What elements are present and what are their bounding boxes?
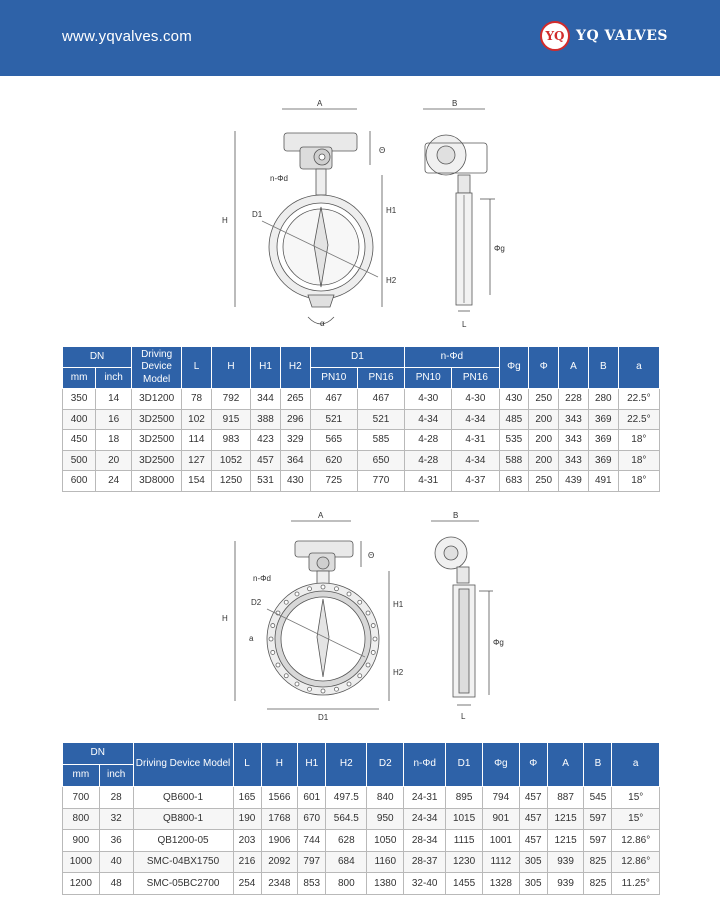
table-cell: 1250 [211, 471, 250, 492]
valve-drawing-1 [200, 95, 530, 335]
table-cell: 500 [63, 450, 96, 471]
col-d2-2: D2 [367, 743, 404, 787]
dim-h-label-2: H [222, 614, 228, 623]
table-row [63, 409, 660, 430]
table-cell: 228 [559, 389, 589, 410]
table-cell: 24-31 [404, 787, 446, 809]
page-header [0, 0, 720, 76]
table-cell: 4-37 [452, 471, 499, 492]
table-cell: 12.86° [612, 851, 660, 873]
table-cell: 800 [326, 873, 367, 895]
table-row [63, 787, 660, 809]
table-cell: 457 [519, 830, 547, 852]
dim-h2-label-2: H2 [393, 668, 404, 677]
dim-b-label: B [452, 99, 458, 108]
bolt-hole [295, 682, 299, 686]
table-cell: 2348 [261, 873, 298, 895]
table-row [63, 450, 660, 471]
table-cell: 423 [251, 430, 281, 451]
col-model: Driving Device Model [132, 347, 182, 389]
dim-h-label: H [222, 216, 228, 225]
table-cell: 725 [310, 471, 357, 492]
table-cell: 2092 [261, 851, 298, 873]
table-cell: 11.25° [612, 873, 660, 895]
col-b: B [588, 347, 618, 389]
col-a: A [559, 347, 589, 389]
bolt-hole [334, 587, 338, 591]
bolt-hole [371, 624, 375, 628]
col-inch-2: inch [99, 765, 133, 787]
table-cell: 18° [618, 471, 659, 492]
table-cell: 4-28 [405, 430, 452, 451]
table-cell: 825 [584, 873, 612, 895]
table-cell: 915 [211, 409, 250, 430]
table-cell: 900 [63, 830, 100, 852]
table-cell: 1015 [446, 808, 483, 830]
table-cell: 32-40 [404, 873, 446, 895]
bolt-hole [347, 682, 351, 686]
col-h: H [211, 347, 250, 389]
table-cell: 939 [547, 873, 584, 895]
table-cell: 24-34 [404, 808, 446, 830]
col-d1: D1 [310, 347, 404, 368]
table-cell: 744 [298, 830, 326, 852]
table-cell: 700 [63, 787, 100, 809]
table-cell: 797 [298, 851, 326, 873]
col-l-2: L [233, 743, 261, 787]
table-cell: 18° [618, 430, 659, 451]
table-cell: 4-30 [452, 389, 499, 410]
table-cell: 457 [519, 787, 547, 809]
table-cell: 369 [588, 430, 618, 451]
col-nphid-2: n-Φd [404, 743, 446, 787]
table-cell: 531 [251, 471, 281, 492]
table-cell: 388 [251, 409, 281, 430]
table-cell: 1215 [547, 808, 584, 830]
table-cell: 4-34 [405, 409, 452, 430]
bolt-hole [271, 624, 275, 628]
col-mm: mm [63, 368, 96, 389]
col-h1-2: H1 [298, 743, 326, 787]
table-cell: 794 [482, 787, 519, 809]
table-cell: 597 [584, 808, 612, 830]
table-cell: 254 [233, 873, 261, 895]
angle-label: α [320, 319, 325, 328]
table-cell: 439 [559, 471, 589, 492]
table-row [63, 851, 660, 873]
table-cell: 770 [357, 471, 404, 492]
table-cell: 343 [559, 430, 589, 451]
table-cell: 15° [612, 808, 660, 830]
valve-drawing-1-svg [200, 95, 530, 335]
table-row [63, 808, 660, 830]
table-cell: 800 [63, 808, 100, 830]
table-cell: QB600-1 [133, 787, 233, 809]
table-cell: 329 [280, 430, 310, 451]
table-cell: 343 [559, 450, 589, 471]
table-cell: 1768 [261, 808, 298, 830]
table-cell: 1328 [482, 873, 519, 895]
dim-b-label-2: B [453, 511, 459, 520]
table-cell: 3D8000 [132, 471, 182, 492]
table-cell: 4-34 [452, 450, 499, 471]
bolt-hole [269, 637, 273, 641]
table-cell: 950 [367, 808, 404, 830]
table-cell: 840 [367, 787, 404, 809]
table-cell: 102 [182, 409, 212, 430]
table-cell: SMC-05BC2700 [133, 873, 233, 895]
table-cell: 450 [63, 430, 96, 451]
table-cell: 1115 [446, 830, 483, 852]
table-row [63, 873, 660, 895]
col-b-2: B [584, 743, 612, 787]
col-phi-2: Φ [519, 743, 547, 787]
table-cell: 521 [310, 409, 357, 430]
table-cell: 887 [547, 787, 584, 809]
table-cell: 200 [529, 450, 559, 471]
table-cell: 28 [99, 787, 133, 809]
col-d1-pn10: PN10 [310, 368, 357, 389]
table-cell: 250 [529, 389, 559, 410]
table-cell: 28-34 [404, 830, 446, 852]
table-cell: 565 [310, 430, 357, 451]
table-cell: 901 [482, 808, 519, 830]
table-cell: 343 [559, 409, 589, 430]
col-dn-2: DN [63, 743, 134, 765]
bolt-hole [321, 689, 325, 693]
table-cell: 597 [584, 830, 612, 852]
table-cell: 1906 [261, 830, 298, 852]
col-phi: Φ [529, 347, 559, 389]
table-cell: 344 [251, 389, 281, 410]
table-cell: 3D2500 [132, 450, 182, 471]
dim-phig-label-2: Φg [493, 638, 504, 647]
table-cell: 200 [529, 430, 559, 451]
table-cell: 22.5° [618, 389, 659, 410]
table-cell: 369 [588, 450, 618, 471]
table-cell: 1000 [63, 851, 100, 873]
bolt-holes-label: n-Φd [270, 174, 288, 183]
yq-logo-icon: YQ [540, 21, 570, 51]
table-cell: 265 [280, 389, 310, 410]
bolt-hole [284, 674, 288, 678]
table-cell: 32 [99, 808, 133, 830]
table-cell: 588 [499, 450, 529, 471]
bolt-hole [358, 600, 362, 604]
dim-a-label: A [317, 99, 323, 108]
brand [540, 21, 668, 51]
table-cell: 600 [63, 471, 96, 492]
bolt-hole [373, 637, 377, 641]
table-cell: 4-31 [405, 471, 452, 492]
dim-h1-label-2: H1 [393, 600, 404, 609]
table-cell: 545 [584, 787, 612, 809]
table-cell: 1230 [446, 851, 483, 873]
table-cell: 14 [96, 389, 132, 410]
bolt-hole [371, 650, 375, 654]
col-mm-2: mm [63, 765, 100, 787]
table-row [63, 471, 660, 492]
table-cell: 20 [96, 450, 132, 471]
table-cell: 3D1200 [132, 389, 182, 410]
table-cell: 457 [519, 808, 547, 830]
table-cell: 4-30 [405, 389, 452, 410]
table-cell: QB1200-05 [133, 830, 233, 852]
table-cell: 1160 [367, 851, 404, 873]
brand-name: YQ VALVES [575, 28, 668, 44]
col-phig: Φg [499, 347, 529, 389]
table-cell: 457 [251, 450, 281, 471]
table-cell: 28-37 [404, 851, 446, 873]
table-cell: 650 [357, 450, 404, 471]
table-cell: 22.5° [618, 409, 659, 430]
table-cell: 305 [519, 873, 547, 895]
dim-d2-label: D2 [251, 598, 262, 607]
dim-l-label: L [462, 320, 467, 329]
table-cell: 24 [96, 471, 132, 492]
col-d1-pn16: PN16 [357, 368, 404, 389]
table-cell: 521 [357, 409, 404, 430]
table-cell: 535 [499, 430, 529, 451]
table-row [63, 830, 660, 852]
table-cell: 36 [99, 830, 133, 852]
table-cell: 585 [357, 430, 404, 451]
table-cell: 12.86° [612, 830, 660, 852]
bolt-hole [308, 587, 312, 591]
table-cell: 127 [182, 450, 212, 471]
table-row [63, 430, 660, 451]
table-cell: 216 [233, 851, 261, 873]
col-h-2: H [261, 743, 298, 787]
dim-h2-label: H2 [386, 276, 397, 285]
col-nphid: n-Φd [405, 347, 499, 368]
bolt-hole [321, 585, 325, 589]
table-cell: 190 [233, 808, 261, 830]
bolt-hole [366, 663, 370, 667]
bolt-hole [271, 650, 275, 654]
table-cell: 4-31 [452, 430, 499, 451]
table-cell: 400 [63, 409, 96, 430]
table-cell: 628 [326, 830, 367, 852]
dim-a-label-2: A [318, 511, 324, 520]
dim-phig-label: Φg [494, 244, 505, 253]
table-cell: 18° [618, 450, 659, 471]
table-cell: 369 [588, 409, 618, 430]
spec-table-2 [62, 742, 660, 895]
col-d1-2: D1 [446, 743, 483, 787]
dim-theta-label: Θ [379, 146, 386, 155]
table-cell: 165 [233, 787, 261, 809]
table-cell: 1215 [547, 830, 584, 852]
table-cell: 1050 [367, 830, 404, 852]
table-cell: 78 [182, 389, 212, 410]
table-cell: 792 [211, 389, 250, 410]
table-cell: 16 [96, 409, 132, 430]
col-h2: H2 [280, 347, 310, 389]
bolt-hole [284, 600, 288, 604]
table-cell: 48 [99, 873, 133, 895]
bolt-hole [295, 592, 299, 596]
dim-h1-label: H1 [386, 206, 397, 215]
table-cell: 1052 [211, 450, 250, 471]
table-cell: 296 [280, 409, 310, 430]
table-cell: 430 [280, 471, 310, 492]
angle-label-2: a [249, 634, 254, 643]
table-cell: 250 [529, 471, 559, 492]
table-cell: 4-28 [405, 450, 452, 471]
table-cell: 280 [588, 389, 618, 410]
table-cell: 1112 [482, 851, 519, 873]
table-cell: 564.5 [326, 808, 367, 830]
table-cell: 364 [280, 450, 310, 471]
dim-theta-label-2: Θ [368, 551, 375, 560]
table-cell: 939 [547, 851, 584, 873]
table-cell: 1455 [446, 873, 483, 895]
col-dn: DN [63, 347, 132, 368]
col-phig-2: Φg [482, 743, 519, 787]
col-nphid-pn10: PN10 [405, 368, 452, 389]
table-cell: 430 [499, 389, 529, 410]
col-angle: a [618, 347, 659, 389]
table-cell: QB800-1 [133, 808, 233, 830]
valve-drawing-2-svg [205, 505, 515, 735]
valve-drawing-2 [205, 505, 515, 735]
table-cell: 203 [233, 830, 261, 852]
table-cell: 1200 [63, 873, 100, 895]
spec-table-1 [62, 346, 660, 492]
table-cell: 4-34 [452, 409, 499, 430]
website-url[interactable]: www.yqvalves.com [62, 28, 192, 45]
bolt-hole [334, 687, 338, 691]
table-cell: 467 [310, 389, 357, 410]
table-cell: 825 [584, 851, 612, 873]
col-l: L [182, 347, 212, 389]
col-h1: H1 [251, 347, 281, 389]
dim-l-label-2: L [461, 712, 466, 721]
table-cell: 114 [182, 430, 212, 451]
col-angle-2: a [612, 743, 660, 787]
table-cell: 305 [519, 851, 547, 873]
bolt-hole [347, 592, 351, 596]
col-h2-2: H2 [326, 743, 367, 787]
table-cell: 1380 [367, 873, 404, 895]
col-nphid-pn16: PN16 [452, 368, 499, 389]
bolt-hole [358, 674, 362, 678]
bolt-holes-label-2: n-Φd [253, 574, 271, 583]
col-model-2: Driving Device Model [133, 743, 233, 787]
table-cell: SMC-04BX1750 [133, 851, 233, 873]
table-cell: 491 [588, 471, 618, 492]
table-cell: 18 [96, 430, 132, 451]
table-cell: 684 [326, 851, 367, 873]
bolt-hole [366, 611, 370, 615]
bolt-hole [276, 663, 280, 667]
table-cell: 1566 [261, 787, 298, 809]
bolt-hole [308, 687, 312, 691]
col-a-2: A [547, 743, 584, 787]
table-cell: 620 [310, 450, 357, 471]
table-cell: 350 [63, 389, 96, 410]
table-cell: 670 [298, 808, 326, 830]
table-cell: 40 [99, 851, 133, 873]
table-cell: 895 [446, 787, 483, 809]
table-cell: 15° [612, 787, 660, 809]
table-row [63, 389, 660, 410]
table-cell: 683 [499, 471, 529, 492]
dim-d1-label-2: D1 [318, 713, 329, 722]
table-cell: 497.5 [326, 787, 367, 809]
table-cell: 853 [298, 873, 326, 895]
table-cell: 3D2500 [132, 409, 182, 430]
dim-d1-label: D1 [252, 210, 263, 219]
col-inch: inch [96, 368, 132, 389]
table-cell: 154 [182, 471, 212, 492]
table-cell: 200 [529, 409, 559, 430]
table-cell: 1001 [482, 830, 519, 852]
table-cell: 983 [211, 430, 250, 451]
table-cell: 485 [499, 409, 529, 430]
table-cell: 467 [357, 389, 404, 410]
table-cell: 601 [298, 787, 326, 809]
table-cell: 3D2500 [132, 430, 182, 451]
